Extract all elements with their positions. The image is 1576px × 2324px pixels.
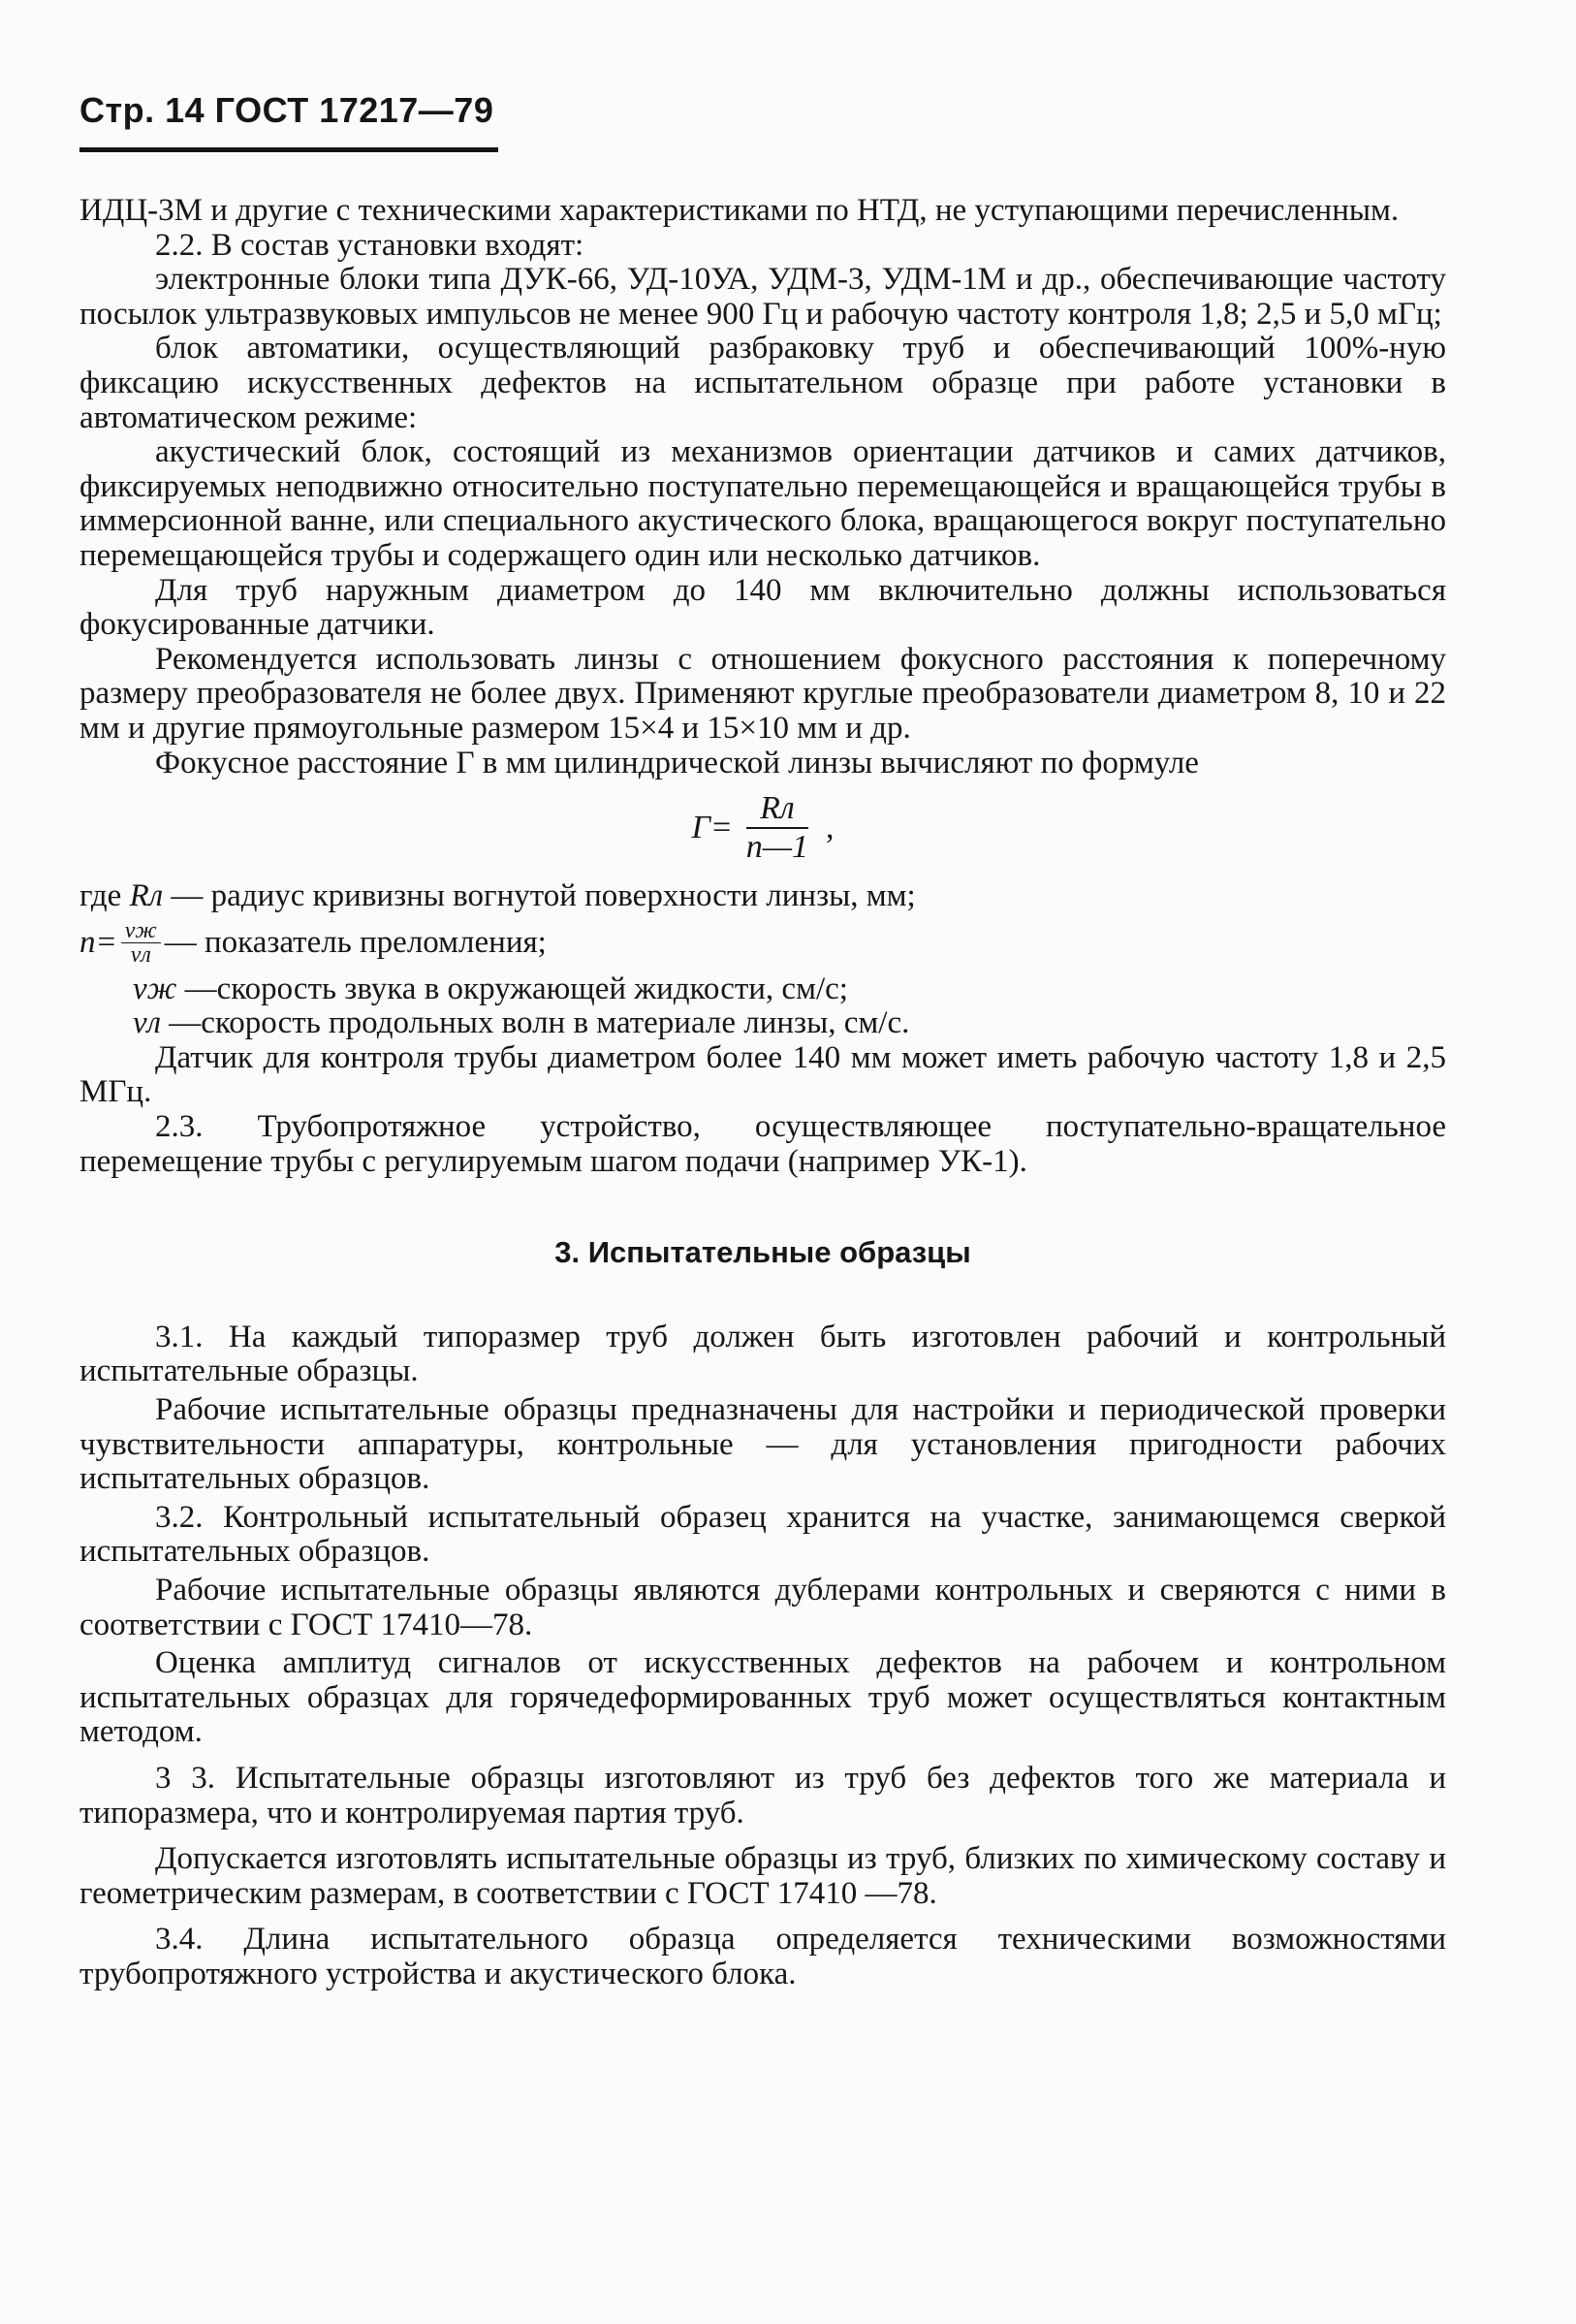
def-symbol: Rл	[129, 878, 164, 914]
def-text: — показатель преломления;	[164, 924, 547, 960]
formula-lhs: Г=	[691, 810, 733, 846]
definition-vzh	[79, 972, 1446, 1007]
document-body	[79, 194, 1446, 1992]
def-text: —скорость звука в окружающей жидкости, см/с;	[184, 971, 848, 1006]
def-symbol: n=	[79, 924, 117, 960]
formula-numerator: Rл	[746, 790, 808, 829]
paragraph: 3.4. Длина испытательного образца определяется техническими возможностями трубопротяжного устройства и акустического блока.	[79, 1922, 1446, 1991]
paragraph: электронные блоки типа ДУК-66, УД-10УА, УДМ-3, УДМ-1М и др., обеспечивающие частоту посылок ультразвуковых импульсов не менее 900 Гц и рабочую частоту контроля 1,8; 2,5 и 5,0 мГц;	[79, 262, 1446, 332]
formula-fraction	[746, 790, 808, 866]
def-prefix: где	[79, 878, 122, 914]
paragraph: Рабочие испытательные образцы предназначены для настройки и периодической проверки чувствительности аппаратуры, контрольные — для установления пригодности рабочих испытательных образцов.	[79, 1392, 1446, 1497]
focal-length-formula	[79, 786, 1446, 870]
def-text: —скорость продольных волн в материале линзы, см/с.	[169, 1005, 910, 1041]
def-symbol: vл	[133, 1005, 162, 1041]
definition-vl	[79, 1006, 1446, 1041]
paragraph: 3.2. Контрольный испытательный образец хранится на участке, занимающемся сверкой испытательных образцов.	[79, 1499, 1446, 1570]
paragraph: 3 3. Испытательные образцы изготовляют из труб без дефектов того же материала и типоразмера, что и контролируемая партия труб.	[79, 1760, 1446, 1831]
paragraph: Для труб наружным диаметром до 140 мм включительно должны использоваться фокусированные датчики.	[79, 572, 1446, 643]
paragraph: 2.3. Трубопротяжное устройство, осуществляющее поступательно-вращательное перемещение трубы с регулируемым шагом подачи (например УК-1).	[79, 1109, 1446, 1179]
paragraph: 2.2. В состав установки входят:	[155, 227, 584, 263]
definition-r	[79, 879, 1446, 914]
page-header	[79, 89, 506, 152]
formula-trail: ,	[826, 810, 835, 846]
paragraph: акустический блок, состоящий из механизмов ориентации датчиков и самих датчиков, фиксируемых неподвижно относительно поступательно перемещающейся и вращающейся трубы в иммерсионной ванне, или специального акустического блока, вращающегося вокруг поступательно перемещающейся трубы и содержащего один или несколько датчиков.	[79, 434, 1446, 573]
paragraph: ИДЦ-3М и другие с техническими характеристиками по НТД, не уступающими перечисленным.	[79, 193, 1400, 228]
def-text: — радиус кривизны вогнутой поверхности линзы, мм;	[171, 878, 916, 914]
paragraph: Рекомендуется использовать линзы с отношением фокусного расстояния к поперечному размеру преобразователя не более двух. Применяют круглые преобразователи диаметром 8, 10 и 22 мм и другие прямоугольные размером 15×4 и 15×10 мм и др.	[79, 641, 1446, 746]
definition-n	[79, 914, 1446, 972]
formula-denominator: n—1	[745, 829, 809, 866]
paragraph: блок автоматики, осуществляющий разбраковку труб и обеспечивающий 100%-ную фиксацию искусственных дефектов на испытательном образце при работе установки в автоматическом режиме:	[79, 331, 1446, 435]
paragraph: Датчик для контроля трубы диаметром более 140 мм может иметь рабочую частоту 1,8 и 2,5 МГц.	[79, 1039, 1446, 1110]
section-heading: 3. Испытательные образцы	[554, 1235, 971, 1270]
paragraph: 3.1. На каждый типоразмер труб должен быть изготовлен рабочий и контрольный испытательные образцы.	[79, 1319, 1446, 1389]
paragraph: Оценка амплитуд сигналов от искусственных дефектов на рабочем и контрольном испытательных образцах для горячедеформированных труб может осуществляться контактным методом.	[79, 1645, 1446, 1750]
def-fraction-den: vл	[130, 942, 151, 969]
paragraph: Рабочие испытательные образцы являются дублерами контрольных и сверяются с ними в соответствии с ГОСТ 17410—78.	[79, 1573, 1446, 1642]
header-text: Стр. 14 ГОСТ 17217—79	[79, 90, 494, 130]
def-fraction-num: vж	[121, 919, 161, 943]
paragraph: Допускается изготовлять испытательные образцы из труб, близких по химическому составу и геометрическим размерам, в соответствии с ГОСТ 17410 —78.	[79, 1841, 1446, 1911]
paragraph: Фокусное расстояние Г в мм цилиндрической линзы вычисляют по формуле	[155, 745, 1199, 780]
formula-definitions	[79, 879, 1446, 1041]
header-rule	[79, 147, 498, 152]
def-symbol: vж	[133, 971, 177, 1006]
def-fraction	[121, 919, 161, 967]
